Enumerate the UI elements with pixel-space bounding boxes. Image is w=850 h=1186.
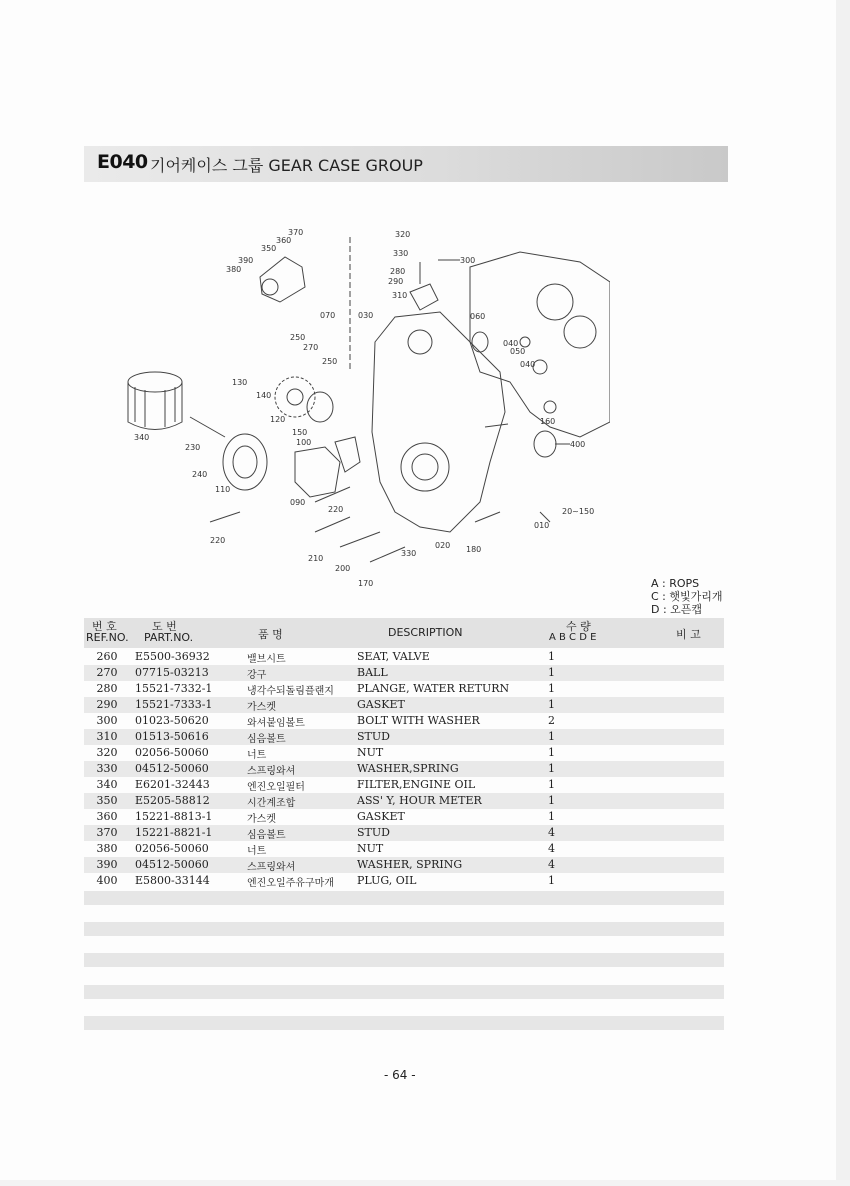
callout: 160 (540, 417, 556, 426)
cell-part: 04512-50060 (135, 858, 209, 871)
cell-ref: 270 (96, 666, 118, 679)
cover-boss (408, 330, 432, 354)
cell-part: 15221-8813-1 (135, 810, 213, 823)
callout: 100 (296, 438, 312, 447)
cell-qty: 4 (548, 826, 555, 839)
cell-qty: 1 (548, 746, 555, 759)
diagram-callouts (134, 228, 594, 588)
cell-ref: 380 (96, 842, 118, 855)
cell-name-kor: 스프링와셔 (247, 862, 296, 873)
callout: 400 (570, 440, 586, 449)
cell-part: E5800-33144 (135, 874, 210, 887)
cell-qty: 1 (548, 762, 555, 775)
callout: 340 (134, 433, 150, 442)
callout: 020 (435, 541, 451, 550)
parts-table-header (84, 618, 724, 648)
cell-name-kor: 엔진오일필터 (247, 782, 305, 793)
cell-ref: 370 (96, 826, 118, 839)
seal-housing (401, 443, 449, 491)
cell-description: GASKET (357, 810, 405, 823)
section-title: 기어케이스 그룹 GEAR CASE GROUP (150, 156, 423, 175)
cell-part: 01023-50620 (135, 714, 209, 727)
cell-qty: 1 (548, 730, 555, 743)
callout: 210 (308, 554, 324, 563)
callout: 20~150 (562, 507, 595, 516)
water-return-flange (410, 284, 438, 310)
cell-qty: 1 (548, 778, 555, 791)
table-row (84, 777, 724, 793)
header-ref-eng: REF.NO. (86, 631, 129, 644)
cell-qty: 1 (548, 874, 555, 887)
cell-qty: 1 (548, 666, 555, 679)
cell-part: 15221-8821-1 (135, 826, 213, 839)
cell-description: SEAT, VALVE (357, 650, 430, 663)
callout: 240 (192, 470, 208, 479)
cell-qty: 2 (548, 714, 555, 727)
callout: 300 (460, 256, 476, 265)
cell-ref: 320 (96, 746, 118, 759)
bolt (210, 512, 240, 522)
cell-name-kor: 가스켓 (247, 702, 276, 713)
table-row (84, 649, 724, 665)
legend-item: C : 햇빛가리개 (651, 590, 723, 603)
scan-edge-bottom (0, 1180, 850, 1186)
cell-part: 07715-03213 (135, 666, 209, 679)
empty-row-stripe (84, 953, 724, 967)
table-row (84, 697, 724, 713)
callout: 360 (276, 236, 292, 245)
block-port (520, 337, 530, 347)
cell-description: GASKET (357, 698, 405, 711)
engine-block-outline (470, 252, 610, 437)
cell-part: E5500-36932 (135, 650, 210, 663)
scan-edge-right (836, 0, 850, 1186)
callout: 040 (520, 360, 536, 369)
table-row (84, 729, 724, 745)
page-number: - 64 - (384, 1068, 416, 1082)
exploded-parts-diagram (110, 222, 610, 597)
cell-qty: 4 (548, 842, 555, 855)
cell-name-kor: 스프링와셔 (247, 766, 296, 777)
empty-row-stripe (84, 891, 724, 905)
callout: 380 (226, 265, 242, 274)
section-code: E040 (97, 151, 148, 173)
empty-row-stripe (84, 1016, 724, 1030)
header-ref-kor: 번 호 (92, 620, 117, 633)
bolt (315, 517, 350, 532)
empty-row-stripe (84, 985, 724, 999)
cell-description: NUT (357, 842, 384, 855)
cell-part: 04512-50060 (135, 762, 209, 775)
callout: 310 (392, 291, 408, 300)
gear-case-cover (372, 312, 505, 532)
cell-ref: 360 (96, 810, 118, 823)
callout: 370 (288, 228, 304, 237)
callout: 010 (534, 521, 550, 530)
block-port (544, 401, 556, 413)
cell-part: E6201-32443 (135, 778, 210, 791)
callout: 220 (210, 536, 226, 545)
callout: 120 (270, 415, 286, 424)
callout: 350 (261, 244, 277, 253)
bolt (475, 512, 500, 522)
cell-name-kor: 강구 (247, 670, 267, 681)
cell-description: NUT (357, 746, 384, 759)
cell-name-kor: 와셔붙임볼트 (247, 718, 305, 729)
cell-description: WASHER,SPRING (357, 762, 459, 775)
oil-filter-top (128, 372, 182, 392)
table-row (84, 761, 724, 777)
callout: 390 (238, 256, 254, 265)
cell-name-kor: 냉각수되돌림플랜지 (247, 686, 334, 697)
callout: 110 (215, 485, 231, 494)
header-remark: 비 고 (676, 628, 701, 641)
cell-part: 15521-7333-1 (135, 698, 213, 711)
table-row (84, 681, 724, 697)
cell-name-kor: 너트 (247, 750, 267, 761)
oil-plug (534, 431, 556, 457)
cell-qty: 1 (548, 682, 555, 695)
callout: 290 (388, 277, 404, 286)
header-description: DESCRIPTION (388, 626, 463, 639)
cell-ref: 340 (96, 778, 118, 791)
legend-item: D : 오픈캡 (651, 603, 703, 616)
cell-name-kor: 너트 (247, 846, 267, 857)
cell-description: PLUG, OIL (357, 874, 417, 887)
cell-ref: 390 (96, 858, 118, 871)
cell-qty: 1 (548, 650, 555, 663)
table-row (84, 825, 724, 841)
callout: 200 (335, 564, 351, 573)
callout: 230 (185, 443, 201, 452)
empty-row-stripe (84, 922, 724, 936)
callout: 330 (401, 549, 417, 558)
o-ring (472, 332, 488, 352)
cell-ref: 400 (96, 874, 118, 887)
cell-qty: 1 (548, 698, 555, 711)
cell-part: 15521-7332-1 (135, 682, 213, 695)
cell-description: STUD (357, 826, 390, 839)
callout: 150 (292, 428, 308, 437)
callout: 140 (256, 391, 272, 400)
quantity-legend (651, 577, 723, 616)
cell-name-kor: 시간계조합 (247, 798, 296, 809)
header-qty-kor: 수 량 (566, 620, 591, 633)
cell-description: FILTER,ENGINE OIL (357, 778, 476, 791)
callout: 060 (470, 312, 486, 321)
callout: 170 (358, 579, 374, 588)
seal-housing-inner (412, 454, 438, 480)
legend-item: A : ROPS (651, 577, 700, 590)
callout: 040 (503, 339, 519, 348)
cell-name-kor: 밸브시트 (247, 654, 286, 665)
callout: 070 (320, 311, 336, 320)
cell-ref: 330 (96, 762, 118, 775)
cell-qty: 1 (548, 810, 555, 823)
table-row (84, 809, 724, 825)
header-qty-cols: A B C D E (549, 632, 597, 643)
o-ring (307, 392, 333, 422)
cell-name-kor: 심음볼트 (247, 734, 286, 745)
callout: 030 (358, 311, 374, 320)
cell-description: WASHER, SPRING (357, 858, 463, 871)
cell-description: ASS' Y, HOUR METER (357, 794, 482, 807)
callout: 130 (232, 378, 248, 387)
cell-ref: 280 (96, 682, 118, 695)
cell-part: 02056-50060 (135, 842, 209, 855)
cell-description: STUD (357, 730, 390, 743)
cell-description: BALL (357, 666, 388, 679)
callout: 280 (390, 267, 406, 276)
table-row (84, 713, 724, 729)
cylinder-bore (537, 284, 573, 320)
cell-description: PLANGE, WATER RETURN (357, 682, 510, 695)
cell-qty: 4 (548, 858, 555, 871)
cell-ref: 350 (96, 794, 118, 807)
table-row (84, 665, 724, 681)
table-row (84, 873, 724, 889)
parts-table-body (84, 649, 724, 889)
cell-name-kor: 가스켓 (247, 814, 276, 825)
callout: 250 (322, 357, 338, 366)
callout: 330 (393, 249, 409, 258)
bolt (370, 547, 405, 562)
cell-description: BOLT WITH WASHER (357, 714, 480, 727)
oil-pump-housing (295, 447, 340, 497)
cell-name-kor: 엔진오일주유구마개 (247, 878, 334, 889)
table-row (84, 793, 724, 809)
cell-ref: 310 (96, 730, 118, 743)
table-row (84, 857, 724, 873)
cell-name-kor: 심음볼트 (247, 830, 286, 841)
cell-part: E5205-58812 (135, 794, 210, 807)
cell-ref: 300 (96, 714, 118, 727)
cell-ref: 260 (96, 650, 118, 663)
bolt (340, 532, 380, 547)
cylinder-bore (564, 316, 596, 348)
idle-gear (275, 377, 315, 417)
callout: 220 (328, 505, 344, 514)
header-part-kor: 도 번 (152, 620, 177, 633)
callout: 320 (395, 230, 411, 239)
cell-part: 01513-50616 (135, 730, 209, 743)
header-name-kor: 품 명 (258, 628, 283, 641)
header-part-eng: PART.NO. (144, 631, 194, 644)
callout: 270 (303, 343, 319, 352)
cell-ref: 290 (96, 698, 118, 711)
table-row (84, 841, 724, 857)
callout: 250 (290, 333, 306, 342)
cell-qty: 1 (548, 794, 555, 807)
callout: 180 (466, 545, 482, 554)
callout: 090 (290, 498, 306, 507)
table-row (84, 745, 724, 761)
callout: 050 (510, 347, 526, 356)
cell-part: 02056-50060 (135, 746, 209, 759)
crank-pulley (223, 434, 267, 490)
